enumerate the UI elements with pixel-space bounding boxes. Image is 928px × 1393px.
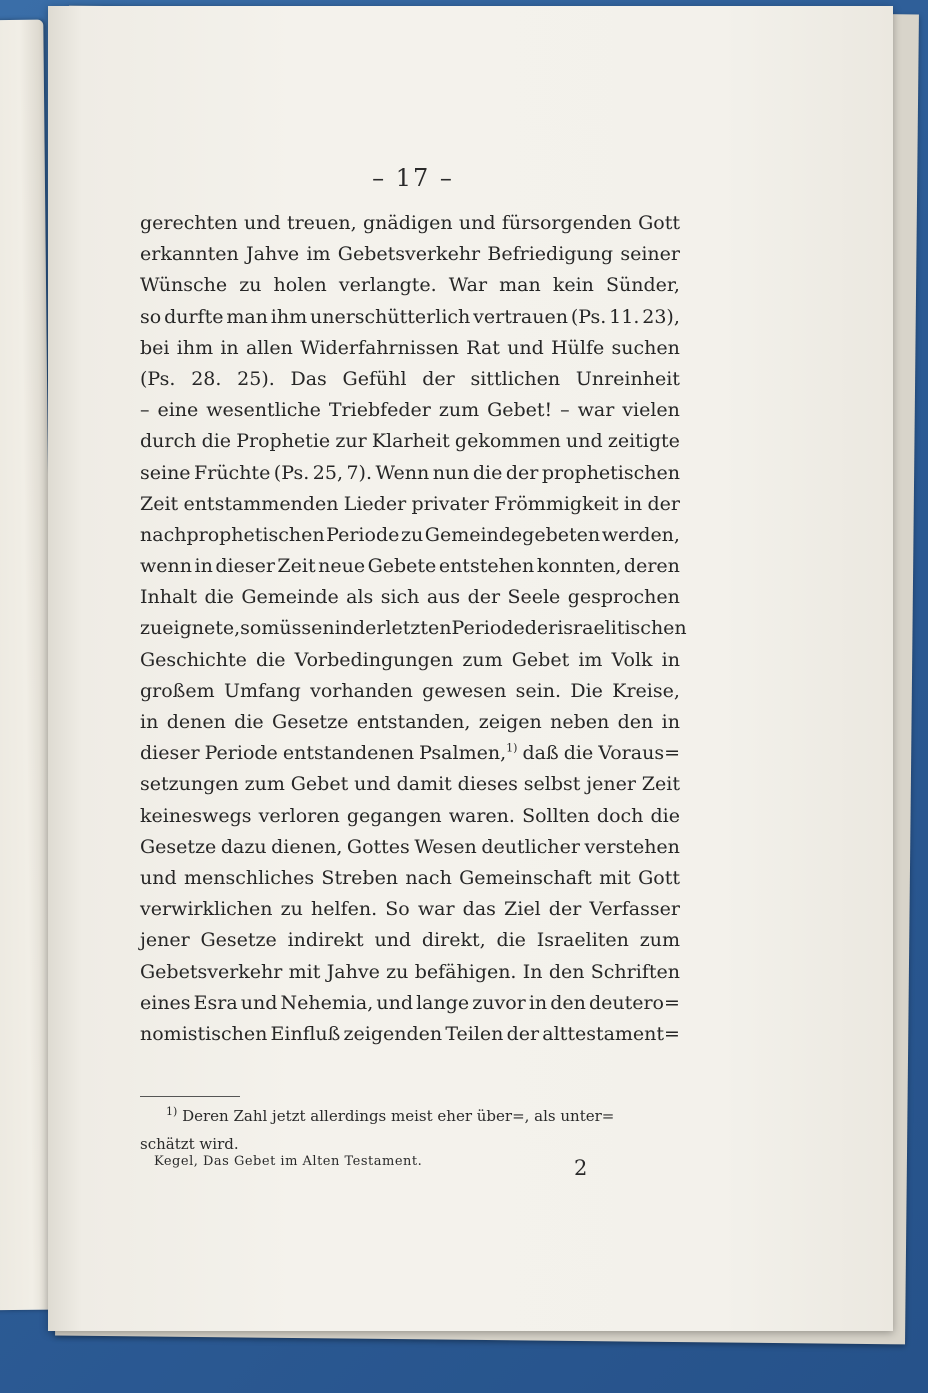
footnote-text-1: Deren Zahl jetzt allerdings meist eher über=, als unter=: [182, 1107, 615, 1125]
text-line: nomistischen Einfluß zeigenden Teilen der alttestament=: [140, 1022, 680, 1045]
body-text: [140, 208, 687, 1050]
text-line: keineswegs verloren gegangen waren. Sollten doch die: [140, 804, 680, 827]
footnote-content: [166, 1102, 668, 1130]
text-line: (Ps. 28. 25). Das Gefühl der sittlichen Unreinheit: [140, 367, 680, 390]
text-line: bei ihm in allen Widerfahrnissen Rat und Hülfe suchen: [140, 336, 680, 359]
text-line: Inhalt die Gemeinde als sich aus der Seele gesprochen: [140, 586, 680, 609]
text-line: erkannten Jahve im Gebetsverkehr Befriedigung seiner: [140, 243, 680, 266]
text-line: – eine wesentliche Triebfeder zum Gebet! – war vielen: [140, 399, 680, 422]
text-line: gerechten und treuen, gnädigen und fürsorgenden Gott: [140, 212, 680, 234]
page-number: – 17 –: [372, 164, 454, 192]
footnote-reference: 1): [506, 741, 518, 755]
text-line: und menschliches Streben nach Gemeinschaft mit Gott: [140, 866, 680, 889]
text-line: Gebetsverkehr mit Jahve zu befähigen. In den Schriften: [140, 960, 680, 983]
text-line: Gesetze dazu dienen, Gottes Wesen deutlicher verstehen: [140, 835, 680, 858]
footnote-line: schätzt wird.: [140, 1135, 239, 1153]
text-line: eines Esra und Nehemia, und lange zuvor in den deutero=: [140, 991, 680, 1014]
text-line: wenn in dieser Zeit neue Gebete entstehen konnten, deren: [140, 555, 680, 578]
sheet-number: 2: [574, 1156, 588, 1180]
text-line: großem Umfang vorhanden gewesen sein. Die Kreise,: [140, 679, 680, 702]
text-line: nachprophetischen Periode zu Gemeindegebeten werden,: [140, 523, 680, 546]
signature-line: Kegel, Das Gebet im Alten Testament.: [154, 1154, 423, 1169]
text-line: jener Gesetze indirekt und direkt, die Israeliten zum: [140, 929, 680, 952]
text-line: verwirklichen zu helfen. So war das Ziel der Verfasser: [140, 898, 680, 921]
footnote-rule: [140, 1096, 240, 1097]
footnote-line: [140, 1102, 668, 1130]
text-line: in denen die Gesetze entstanden, zeigen neben den in: [140, 711, 680, 733]
text-line: setzungen zum Gebet und damit dieses selbst jener Zeit: [140, 773, 680, 796]
text-line: dieser Periode entstandenen Psalmen,$^{1)}$ daß die Voraus=: [140, 741, 680, 765]
text-line: durch die Prophetie zur Klarheit gekommen und zeitigte: [140, 430, 680, 453]
footnote: [140, 1102, 668, 1158]
footnote-mark: 1): [166, 1105, 178, 1118]
text-line: Zeit entstammenden Lieder privater Frömmigkeit in der: [140, 492, 680, 515]
text-line: so durfte man ihm unerschütterlich vertrauen (Ps. 11. 23),: [140, 305, 680, 328]
text-line: Geschichte die Vorbedingungen zum Gebet im Volk in: [140, 648, 680, 671]
text-line: Wünsche zu holen verlangte. War man kein Sünder,: [140, 274, 680, 297]
text-line: seine Früchte (Ps. 25, 7). Wenn nun die der prophetischen: [140, 461, 680, 484]
text-line: zueignete, so müssen in der letzten Periode der israelitischen: [140, 617, 687, 640]
